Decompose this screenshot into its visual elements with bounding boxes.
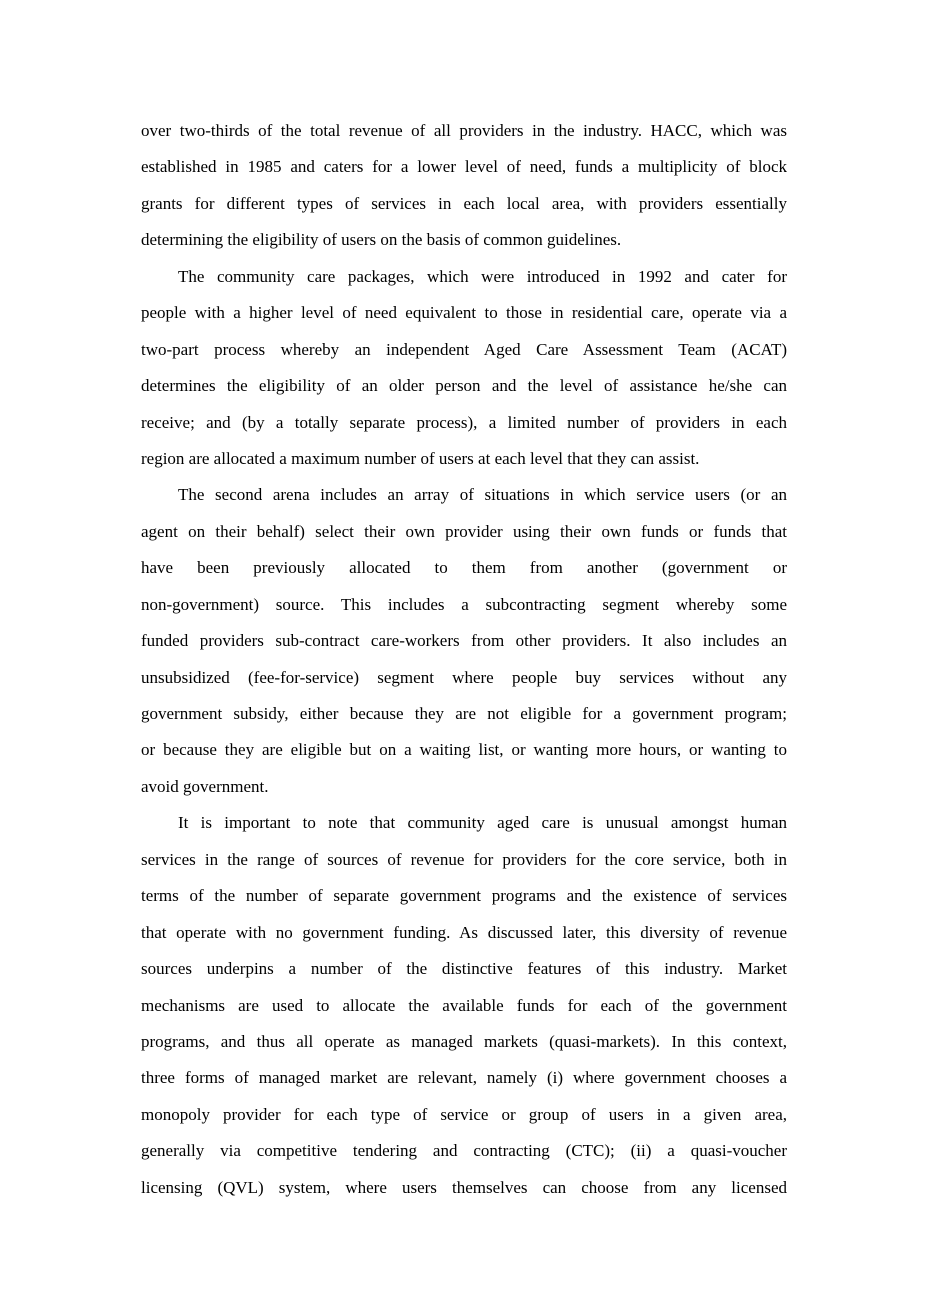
text-line: grants for different types of services in each local area, with providers essentially — [141, 193, 787, 213]
text-line: non-government) source. This includes a subcontracting segment whereby some — [141, 594, 787, 614]
text-line: determines the eligibility of an older person and the level of assistance he/she can — [141, 376, 787, 396]
text-line: unsubsidized (fee-for-service) segment where people buy services without any — [141, 667, 787, 687]
text-line: government subsidy, either because they are not eligible for a government program; — [141, 704, 787, 723]
paragraph — [141, 259, 787, 478]
text-line: funded providers sub-contract care-workers from other providers. It also includes an — [141, 631, 787, 651]
text-line: or because they are eligible but on a waiting list, or wanting more hours, or wanting to — [141, 740, 787, 760]
text-line: determining the eligibility of users on the basis of common guidelines. — [141, 230, 622, 250]
text-line: avoid government. — [141, 776, 269, 796]
text-line: generally via competitive tendering and contracting (CTC); (ii) a quasi-voucher — [141, 1141, 787, 1161]
document-page — [141, 113, 787, 1206]
text-line: terms of the number of separate government programs and the existence of services — [141, 886, 787, 906]
text-line: that operate with no government funding. As discussed later, this diversity of revenue — [141, 922, 787, 942]
text-line: services in the range of sources of revenue for providers for the core service, both in — [141, 849, 787, 869]
text-line: two-part process whereby an independent Aged Care Assessment Team (ACAT) — [141, 339, 787, 359]
text-line: The community care packages, which were introduced in 1992 and cater for — [178, 266, 787, 286]
text-line: programs, and thus all operate as managed markets (quasi-markets). In this context, — [141, 1031, 787, 1051]
text-line: people with a higher level of need equivalent to those in residential care, operate via a — [141, 303, 787, 323]
text-line: licensing (QVL) system, where users themselves can choose from any licensed — [141, 1177, 787, 1197]
text-line: agent on their behalf) select their own provider using their own funds or funds that — [141, 521, 787, 541]
text-line: receive; and (by a totally separate process), a limited number of providers in each — [141, 412, 787, 432]
paragraph — [141, 805, 787, 1206]
text-line: three forms of managed market are relevant, namely (i) where government chooses a — [141, 1068, 787, 1088]
text-line: It is important to note that community aged care is unusual amongst human — [178, 813, 787, 833]
text-line: The second arena includes an array of situations in which service users (or an — [178, 485, 787, 505]
text-line: have been previously allocated to them from another (government or — [141, 558, 787, 578]
text-line: over two-thirds of the total revenue of all providers in the industry. HACC, which was — [141, 121, 787, 140]
text-line: region are allocated a maximum number of users at each level that they can assist. — [141, 448, 700, 468]
paragraph — [141, 113, 787, 259]
paragraph — [141, 477, 787, 805]
text-line: established in 1985 and caters for a lower level of need, funds a multiplicity of block — [141, 157, 787, 177]
text-line: mechanisms are used to allocate the available funds for each of the government — [141, 995, 787, 1015]
text-line: sources underpins a number of the distinctive features of this industry. Market — [141, 959, 787, 979]
text-line: monopoly provider for each type of service or group of users in a given area, — [141, 1104, 787, 1124]
